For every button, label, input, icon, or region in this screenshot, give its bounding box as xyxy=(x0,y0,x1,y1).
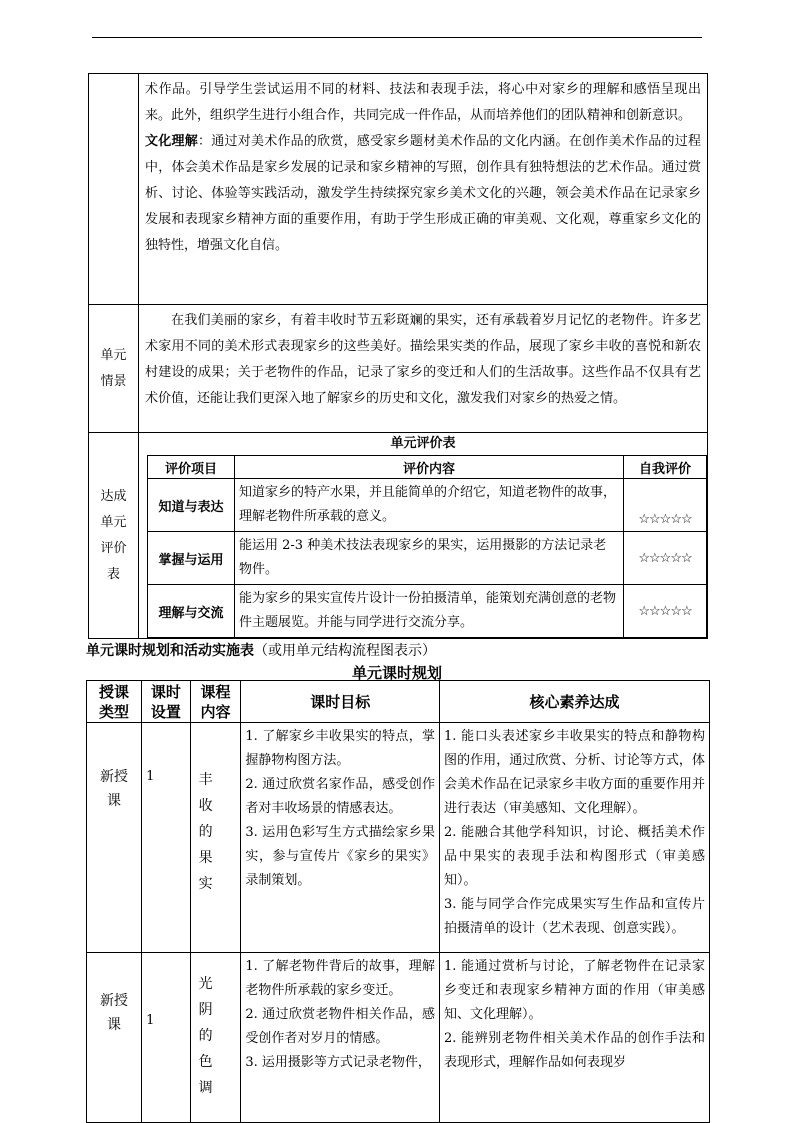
evaluation-table xyxy=(147,455,707,638)
plan-hours: 1 xyxy=(142,723,191,953)
eval-header-item: 评价项目 xyxy=(148,456,235,479)
eval-item: 知道与表达 xyxy=(148,479,235,532)
eval-rating: ☆☆☆☆☆ xyxy=(624,585,707,638)
culture-label: 文化理解 xyxy=(145,134,198,149)
scenario-label: 单元情景 xyxy=(89,305,139,433)
evaluation-cell xyxy=(139,433,708,639)
plan-header-literacy: 核心素养达成 xyxy=(440,681,710,723)
eval-header-rating: 自我评价 xyxy=(624,456,707,479)
eval-row xyxy=(148,585,707,638)
plan-content: 丰收的果实 xyxy=(190,723,241,953)
plan-hours: 1 xyxy=(142,953,191,1123)
culture-paragraph xyxy=(145,129,701,259)
unit-info-table xyxy=(88,73,708,639)
eval-item: 理解与交流 xyxy=(148,585,235,638)
eval-row xyxy=(148,479,707,532)
eval-row xyxy=(148,532,707,585)
plan-type: 新授课 xyxy=(87,723,142,953)
plan-literacy: 1. 能通过赏析与讨论，了解老物件在记录家乡变迁和表现家乡精神方面的作用（审美感知、文化理解）。 2. 能辨别老物件相关美术作品的创作手法和表现形式，理解作品如何表现岁 xyxy=(440,953,710,1123)
evaluation-title: 单元评价表 xyxy=(390,436,456,451)
scenario-cell xyxy=(139,305,708,433)
plan-header-type: 授课类型 xyxy=(87,681,142,723)
plan-literacy: 1. 能口头表述家乡丰收果实的特点和静物构图的作用，通过欣赏、分析、讨论等方式，体会美术作品在记录家乡丰收方面的重要作用并进行表达（审美感知、文化理解）。 2. 能融合其他学科知识，讨论、概括美术作品中果实的表现手法和构图形式（审美感知）。 3. 能与同学合作完成果实写生作品和宣传片拍摄清单的设计（艺术表现、创意实践）。 xyxy=(440,723,710,953)
plan-type: 新授课 xyxy=(87,953,142,1123)
eval-header-content: 评价内容 xyxy=(235,456,624,479)
plan-row xyxy=(87,723,710,953)
plan-header-goals: 课时目标 xyxy=(241,681,440,723)
plan-goals: 1. 了解老物件背后的故事，理解老物件所承载的家乡变迁。 2. 通过欣赏老物件相关作品，感受创作者对岁月的情感。 3. 运用摄影等方式记录老物件， xyxy=(241,953,440,1123)
blank-label-cell xyxy=(89,74,139,305)
eval-rating: ☆☆☆☆☆ xyxy=(624,479,707,532)
section-heading-note: （或用单元结构流程图表示） xyxy=(254,643,436,659)
eval-content: 知道家乡的特产水果，并且能简单的介绍它，知道老物件的故事，理解老物件所承载的意义。 xyxy=(235,479,624,532)
plan-goals: 1. 了解家乡丰收果实的特点，掌握静物构图方法。 2. 通过欣赏名家作品，感受创作者对丰收场景的情感表达。 3. 运用色彩写生方式描绘家乡果实，参与宣传片《家乡的果实》录制策划。 xyxy=(241,723,440,953)
header-rule xyxy=(92,37,702,38)
plan-title: 单元课时规划 xyxy=(351,664,442,682)
literacy-cell xyxy=(139,74,708,305)
plan-header-content: 课程内容 xyxy=(190,681,241,723)
continued-paragraph: 术作品。引导学生尝试运用不同的材料、技法和表现手法，将心中对家乡的理解和感悟呈现出来。此外，组织学生进行小组合作，共同完成一件作品，从而培养他们的团队精神和创新意识。 xyxy=(145,82,701,123)
section-heading: 单元课时规划和活动实施表（或用单元结构流程图表示） xyxy=(86,643,436,659)
culture-text: ：通过对美术作品的欣赏，感受家乡题材美术作品的文化内涵。在创作美术作品的过程中，体会美术作品是家乡发展的记录和家乡精神的写照，创作具有独特想法的艺术作品。通过赏析、讨论、体验等实践活动，激发学生持续探究家乡美术文化的兴趣，领会美术作品在记录家乡发展和表现家乡精神方面的重要作用，有助于学生形成正确的审美观、文化观，尊重家乡文化的独特性，增强文化自信。 xyxy=(145,134,701,253)
eval-rating: ☆☆☆☆☆ xyxy=(624,532,707,585)
plan-header-hours: 课时设置 xyxy=(142,681,191,723)
evaluation-label: 达成单元评价表 xyxy=(89,433,139,639)
lesson-plan-table xyxy=(86,680,710,1123)
plan-row xyxy=(87,953,710,1123)
eval-content: 能为家乡的果实宣传片设计一份拍摄清单，能策划充满创意的老物件主题展览。并能与同学进行交流分享。 xyxy=(235,585,624,638)
eval-content: 能运用 2-3 种美术技法表现家乡的果实，运用摄影的方法记录老物件。 xyxy=(235,532,624,585)
eval-item: 掌握与运用 xyxy=(148,532,235,585)
scenario-text: 在我们美丽的家乡，有着丰收时节五彩斑斓的果实，还有承载着岁月记忆的老物件。许多艺术家用不同的美术形式表现家乡的这些美好。描绘果实类的作品，展现了家乡丰收的喜悦和新农村建设的成果；关于老物件的作品，记录了家乡的变迁和人们的生活故事。这些作品不仅具有艺术价值，还能让我们更深入地了解家乡的历史和文化，激发我们对家乡的热爱之情。 xyxy=(145,313,701,406)
plan-content: 光阴的色调 xyxy=(190,953,241,1123)
